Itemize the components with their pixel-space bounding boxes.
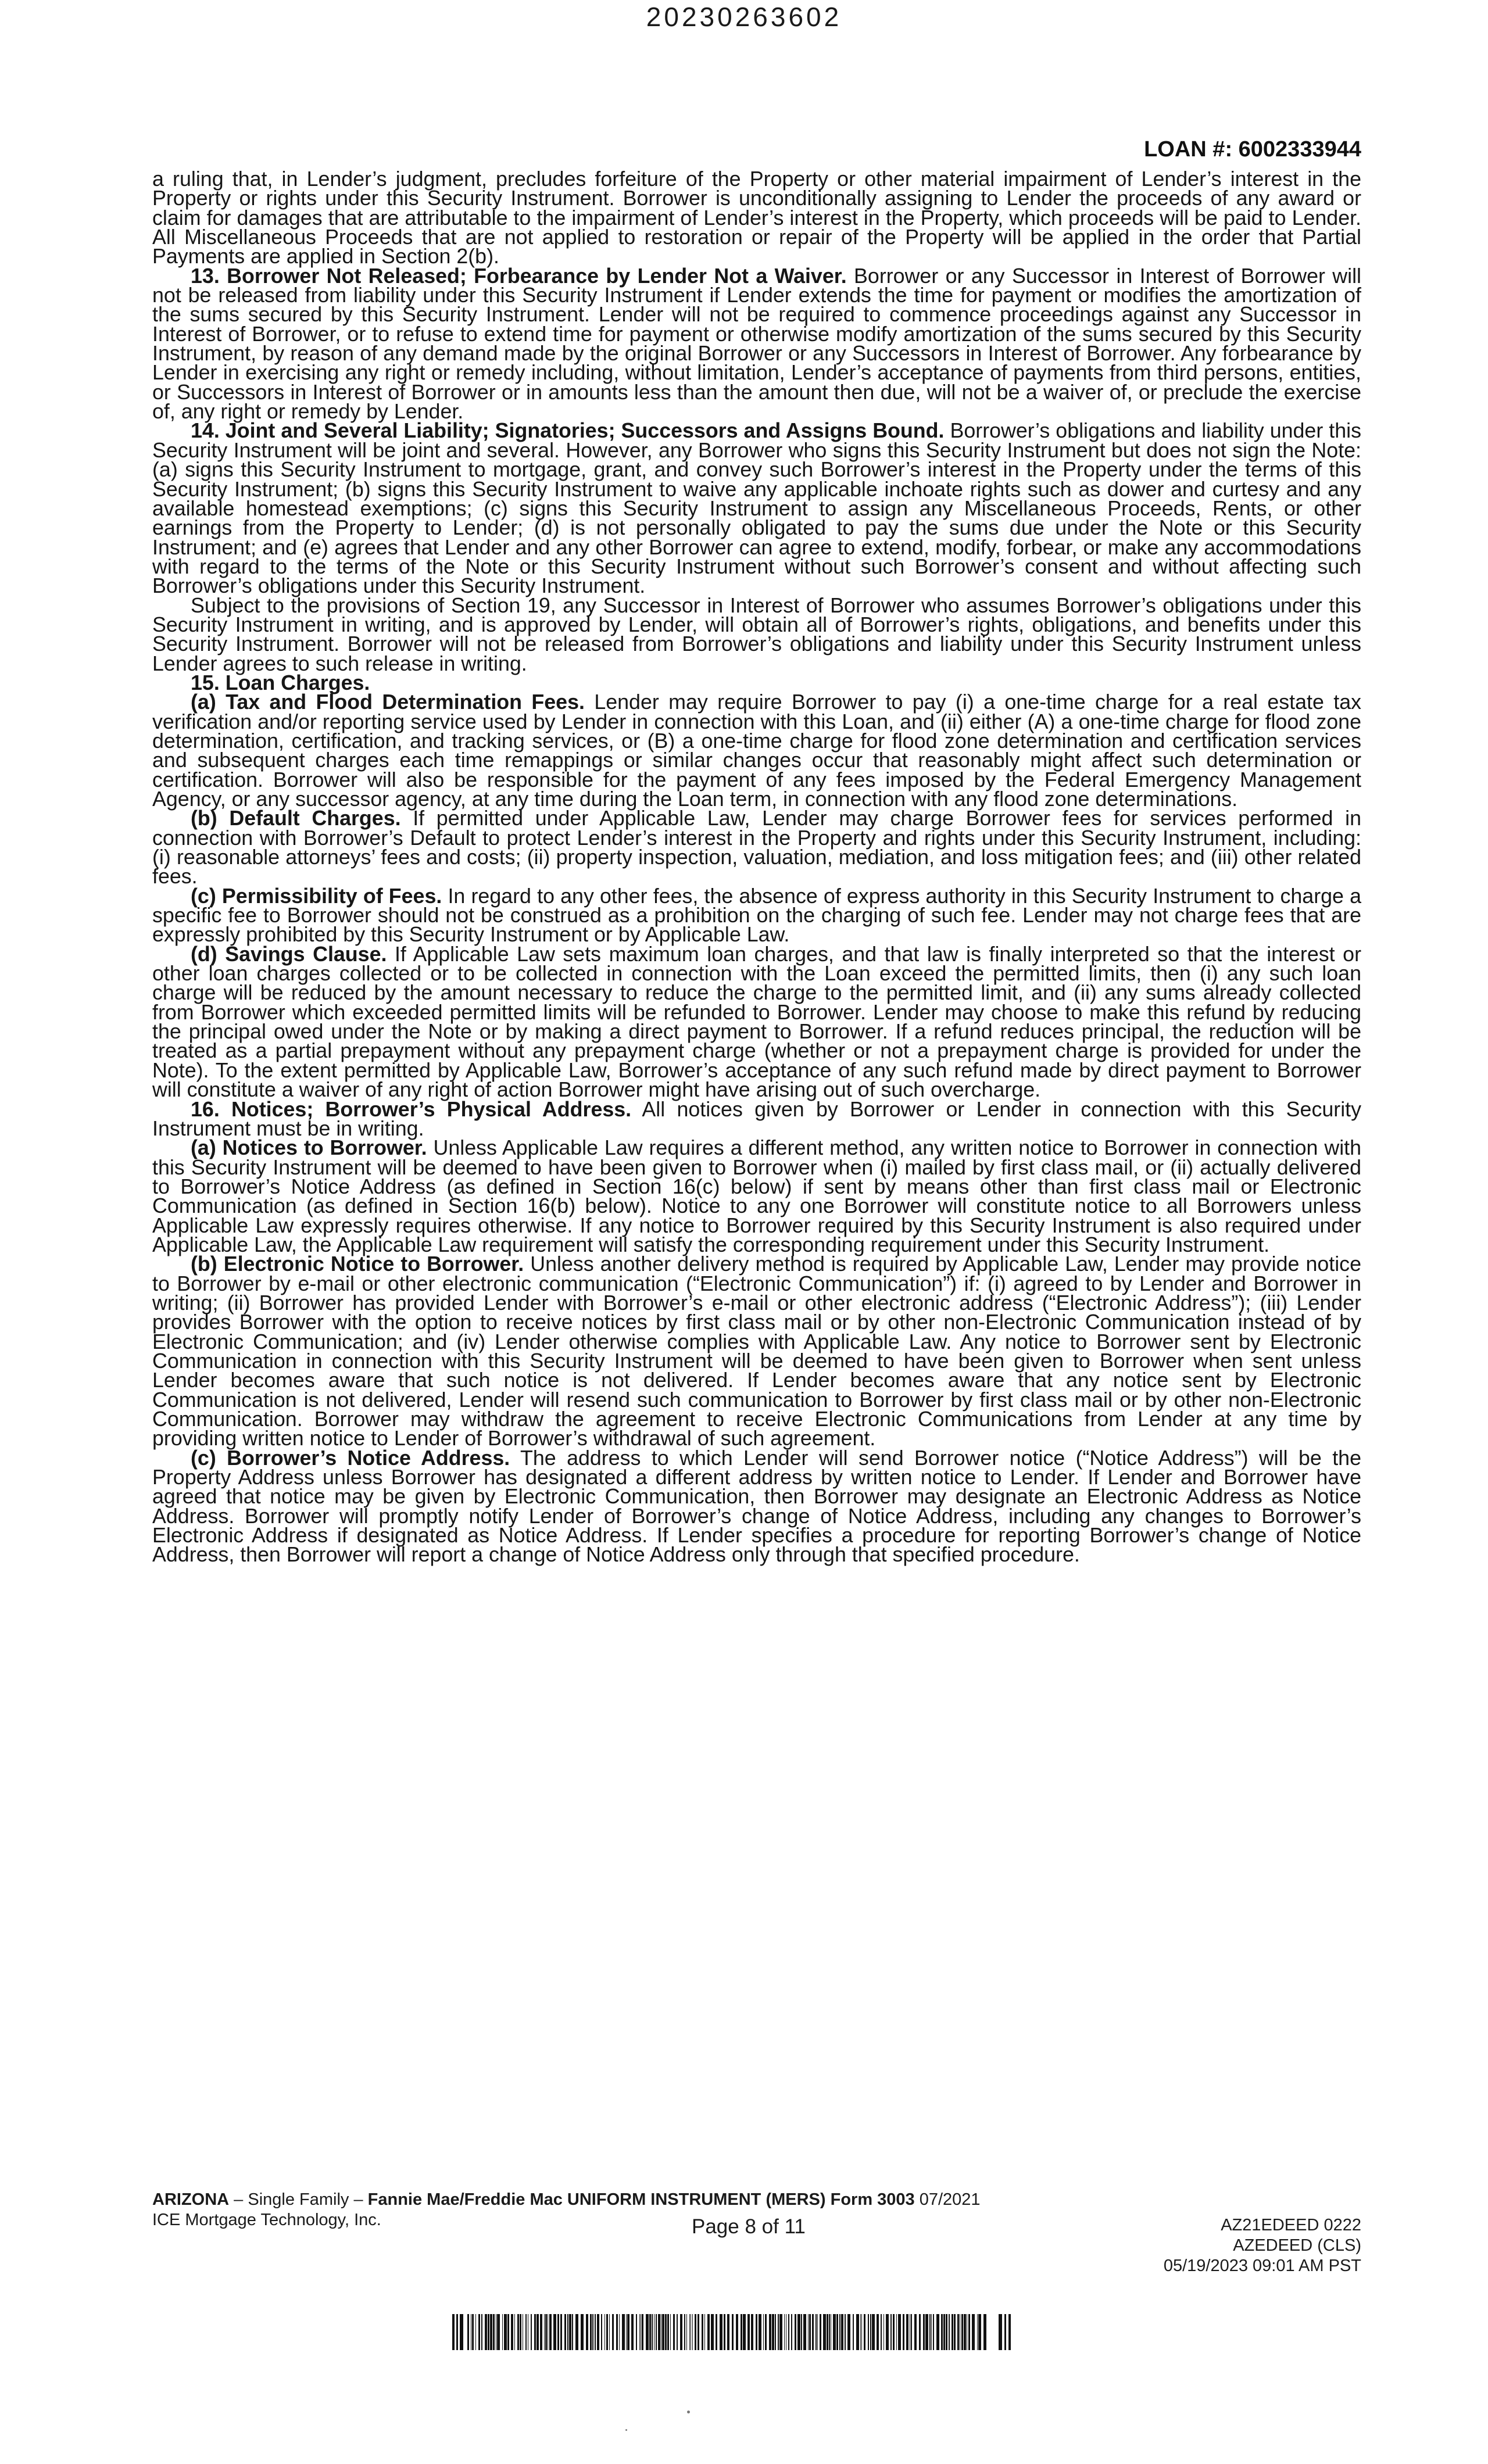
barcode-bar (803, 2314, 806, 2350)
barcode-bar (756, 2314, 757, 2350)
barcode-bar (860, 2314, 861, 2350)
barcode-bar (656, 2314, 657, 2350)
barcode-bar (801, 2314, 802, 2350)
barcode-bar (853, 2314, 854, 2350)
barcode-bar (911, 2314, 912, 2350)
barcode-bar (972, 2314, 975, 2350)
barcode-bar (872, 2314, 875, 2350)
barcode-bar (957, 2314, 959, 2350)
footer-codes (1164, 2215, 1361, 2276)
barcode-bar (460, 2314, 463, 2350)
barcode-bar (765, 2314, 767, 2350)
section-16 (152, 1097, 1361, 1140)
section-15c-body: In regard to any other fees, the absence of express authority in this Security Instrument to charge a specific fee to Borrower should not be construed as a prohibition on the charging of such fee. Lender may not charge fees that are expressly prohibited by this Security Instrument or by Applicable Law. (152, 884, 1361, 947)
barcode-bar (504, 2314, 507, 2350)
barcode-bar (545, 2314, 547, 2350)
barcode-bar (823, 2314, 826, 2350)
barcode-bar (540, 2314, 542, 2350)
barcode-bar (925, 2314, 928, 2350)
section-13-body: Borrower or any Successor in Interest of Borrower will not be released from liability under this Security Instrument if Lender extends the time for payment or modifies the amortization of the sums secured by this Security Instrument. Lender will not be required to commence proceedings against any Successor in Interest of Borrower, or to refuse to extend time for payment or otherwise modify amortization of the sums secured by this Security Instrument, by reason of any demand made by the original Borrower or any Successors in Interest of Borrower. Any forbearance by Lender in exercising any right or remedy including, without limitation, Lender’s acceptance of payments from third persons, entities, or Successors in Interest of Borrower or in amounts less than the amount then due, will not be a waiver of, or preclude the exercise of, any right or remedy by Lender. (152, 264, 1361, 424)
barcode-bar (890, 2314, 892, 2350)
barcode-bar (698, 2314, 699, 2350)
barcode-bar (964, 2314, 966, 2350)
barcode-bar (604, 2314, 605, 2350)
barcode-bar (886, 2314, 889, 2350)
section-15 (152, 671, 1361, 694)
barcode-bar (597, 2314, 599, 2350)
barcode-bar (727, 2314, 729, 2350)
barcode-bar (820, 2314, 821, 2350)
barcode-bar (741, 2314, 742, 2350)
barcode-bar (747, 2314, 750, 2350)
loan-number: LOAN #: 6002333944 (1144, 137, 1361, 162)
footer-form-date: 07/2021 (914, 2190, 981, 2209)
footer-timestamp: 05/19/2023 09:01 AM PST (1163, 2257, 1361, 2275)
barcode-bar (914, 2314, 917, 2350)
section-15c (152, 884, 1361, 947)
barcode-bar (472, 2314, 474, 2350)
barcode-bar (456, 2314, 458, 2350)
barcode-bar (743, 2314, 746, 2350)
barcode-bar (1004, 2314, 1006, 2350)
section-13-title: 13. Borrower Not Released; Forbearance by Lender Not a Waiver. (191, 264, 847, 288)
section-15b-title: (b) Default Charges. (191, 807, 401, 830)
barcode-bar (686, 2314, 687, 2350)
barcode-bar (478, 2314, 480, 2350)
barcode-bar (536, 2314, 539, 2350)
section-16c (152, 1446, 1361, 1567)
barcode-bar (497, 2314, 500, 2350)
barcode-bar (736, 2314, 738, 2350)
barcode-bar (553, 2314, 556, 2350)
barcode-bar (586, 2314, 588, 2350)
barcode-bar (864, 2314, 865, 2350)
barcode-bar (639, 2314, 640, 2350)
barcode-bar (903, 2314, 904, 2350)
barcode-bar (549, 2314, 552, 2350)
section-16a (152, 1138, 1361, 1255)
barcode-bar (569, 2314, 571, 2350)
barcode-bar (919, 2314, 921, 2350)
barcode-bar (627, 2314, 629, 2350)
barcode-bar (815, 2314, 817, 2350)
barcode-bar (692, 2314, 693, 2350)
barcode-bar (788, 2314, 789, 2350)
footer-form-desc-1: – Single Family – (229, 2190, 368, 2209)
barcode-bar (592, 2314, 593, 2350)
barcode-bar (652, 2314, 653, 2350)
section-15-title: 15. Loan Charges. (191, 671, 370, 694)
barcode-bar (488, 2314, 489, 2350)
barcode-bar (680, 2314, 682, 2350)
barcode-bar (797, 2314, 800, 2350)
barcode-bar (812, 2314, 814, 2350)
barcode-bar (931, 2314, 932, 2350)
barcode-bar (684, 2314, 685, 2350)
barcode-bar (856, 2314, 859, 2350)
section-16c-body: The address to which Lender will send Borrower notice (“Notice Address”) will be the Property Address unless Borrower has designated a different address by written notice to Lender. If Lender and Borrower have agreed that notice may be given by Electronic Communication, then Borrower may designate an Electronic Address as Notice Address. Borrower will promptly notify Lender of Borrower’s change of Notice Address, including any changes to Borrower’s Electronic Address if designated as Notice Address. If Lender specifies a procedure for reporting Borrower’s change of Notice Address, then Borrower will report a change of Notice Address only through that specified procedure. (152, 1446, 1361, 1567)
barcode-bar (490, 2314, 492, 2350)
recording-number: 20230263602 (646, 2, 842, 32)
barcode-bar (525, 2314, 527, 2350)
barcode-bar (808, 2314, 809, 2350)
section-15d (152, 942, 1361, 1102)
barcode-bar (590, 2314, 592, 2350)
barcode-bar (775, 2314, 776, 2350)
scan-speck (625, 2429, 627, 2431)
barcode-bar (662, 2314, 664, 2350)
section-15b (152, 807, 1361, 889)
barcode-bar (670, 2314, 671, 2350)
barcode-bar (881, 2314, 882, 2350)
barcode-bar (839, 2314, 840, 2350)
barcode-bar (877, 2314, 879, 2350)
barcode-bar (999, 2314, 1002, 2350)
barcode-bar (933, 2314, 934, 2350)
section-14 (152, 421, 1361, 596)
barcode-bar (1008, 2314, 1011, 2350)
barcode-bar (665, 2314, 667, 2350)
section-14-body: Borrower’s obligations and liability under this Security Instrument will be joint and several. However, any Borrower who signs this Security Instrument but does not sign the Note: (a) signs this Security Instrument to mortgage, grant, and convey such Borrower’s interest in the Property under the terms of this Security Instrument; (b) signs this Security Instrument to waive any applicable inchoate rights such as dower and curtesy and any available homestead exemptions; (c) signs this Security Instrument to assign any Miscellaneous Proceeds, Rents, or other earnings from the Property to Lender; (d) is not personally obligated to pay the sums due under the Note or this Security Instrument; and (e) agrees that Lender and any other Borrower can agree to extend, modify, forbear, or make any accommodations with regard to the terms of the Note or this Security Instrument without such Borrower’s consent and without affecting such Borrower’s obligations under this Security Instrument. (152, 419, 1361, 598)
footer-code-1: AZ21EDEED 0222 (1221, 2216, 1361, 2234)
barcode-bar (581, 2314, 584, 2350)
barcode-bar (520, 2314, 521, 2350)
barcode-bar (557, 2314, 559, 2350)
barcode-bar (544, 2314, 545, 2350)
barcode-bar (946, 2314, 947, 2350)
barcode-bar (724, 2314, 725, 2350)
barcode-bar (695, 2314, 696, 2350)
section-15c-title: (c) Permissibility of Fees. (191, 884, 442, 908)
barcode-bar (467, 2314, 469, 2350)
barcode-bar (906, 2314, 908, 2350)
barcode-bar (649, 2314, 651, 2350)
barcode-bar (720, 2314, 722, 2350)
section-15d-body: If Applicable Law sets maximum loan charges, and that law is finally interpreted so that the interest or other loan charges collected or to be collected in connection with the Loan exceed the permitted limits, then (i) any such loan charge will be reduced by the amount necessary to reduce the charge to the permitted limit, and (ii) any sums already collected from Borrower which exceeded permitted limits will be refunded to Borrower. Lender may choose to make this refund by reducing the principal owed under the Note or by making a direct payment to Borrower. If a refund reduces principal, the reduction will be treated as a partial prepayment without any prepayment charge (whether or not a prepayment charge is provided for under the Note). To the extent permitted by Applicable Law, Borrower’s acceptance of any such refund made by direct payment to Borrower will constitute a waiver of any right of action Borrower might have arising out of such overcharge. (152, 942, 1361, 1102)
barcode-bar (707, 2314, 710, 2350)
barcode-bar (493, 2314, 495, 2350)
footer-form-line (152, 2190, 981, 2210)
barcode-bar (961, 2314, 963, 2350)
barcode-bar (977, 2314, 978, 2350)
barcode-bar (626, 2314, 627, 2350)
barcode-bar (836, 2314, 838, 2350)
barcode-bar (601, 2314, 602, 2350)
section-15a-body: Lender may require Borrower to pay (i) a one-time charge for a real estate tax verification and/or reporting service used by Lender in connection with this Loan, and (ii) either (A) a one-time charge for flood zone determination, certification, and tracking services, or (B) a one-time charge for flood zone determination and certification services and subsequent charges each time remappings or similar changes occur that reasonably might affect such determination or certification. Borrower will also be responsible for the payment of any fees imposed by the Federal Emergency Management Agency, or any successor agency, at any time during the Loan term, in connection with any flood zone determinations. (152, 690, 1361, 811)
barcode-bar (531, 2314, 532, 2350)
barcode-bar (763, 2314, 764, 2350)
barcode-bar (507, 2314, 509, 2350)
paragraph-continuation: a ruling that, in Lender’s judgment, precludes forfeiture of the Property or other material impairment of Lender’s interest in the Property or rights under this Security Instrument. Borrower is unconditionally assigning to Lender the proceeds of any award or claim for damages that are attributable to the impairment of Lender’s interest in the Property, which proceeds will be paid to Lender. All Miscellaneous Proceeds that are not applied to restoration or repair of the Property will be applied in the order that Partial Payments are applied in Section 2(b). (152, 167, 1361, 268)
barcode-bar (673, 2314, 675, 2350)
barcode-bar (534, 2314, 536, 2350)
barcode-bar (517, 2314, 519, 2350)
barcode-bar (791, 2314, 792, 2350)
barcode-bar (636, 2314, 637, 2350)
barcode-bar (612, 2314, 614, 2350)
barcode-bar (485, 2314, 487, 2350)
footer-vendor: ICE Mortgage Technology, Inc. (152, 2211, 381, 2229)
barcode-bar (567, 2314, 568, 2350)
barcode-bar (667, 2314, 669, 2350)
barcode-bar (751, 2314, 753, 2350)
section-16-body: All notices given by Borrower or Lender in connection with this Security Instrument must be in writing. (152, 1097, 1361, 1140)
section-14-paragraph-2: Subject to the provisions of Section 19, any Successor in Interest of Borrower who assumes Borrower’s obligations under this Security Instrument in writing, and is approved by Lender, will obtain all of Borrower’s rights, obligations, and benefits under this Security Instrument. Borrower will not be released from Borrower’s obligations and liability under this Security Instrument unless Lender agrees to such release in writing. (152, 593, 1361, 675)
barcode-bar (861, 2314, 862, 2350)
barcode-bar (711, 2314, 714, 2350)
section-16c-title: (c) Borrower’s Notice Address. (191, 1446, 510, 1470)
barcode-bar (481, 2314, 482, 2350)
barcode-bar (923, 2314, 925, 2350)
barcode-bar (572, 2314, 573, 2350)
barcode-bar (772, 2314, 774, 2350)
barcode-bar (898, 2314, 901, 2350)
section-16a-body: Unless Applicable Law requires a different method, any written notice to Borrower in connection with this Security Instrument will be deemed to have been given to Borrower when (i) mailed by first class mail, or (ii) actually delivered to Borrower’s Notice Address (as defined in Section 16(c) below) if sent by means other than first class mail or Electronic Communication (as defined in Section 16(b) below). Notice to any one Borrower will constitute notice to all Borrowers unless Applicable Law expressly requires otherwise. If any notice to Borrower required by this Security Instrument is also required under Applicable Law, the Applicable Law requirement will satisfy the corresponding requirement under this Security Instrument. (152, 1136, 1361, 1256)
document-body (152, 167, 1361, 1567)
barcode-bar (616, 2314, 618, 2350)
barcode-bar (646, 2314, 649, 2350)
barcode-bar (606, 2314, 608, 2350)
section-13 (152, 264, 1361, 424)
section-16b (152, 1252, 1361, 1451)
section-15a-title: (a) Tax and Flood Determination Fees. (191, 690, 585, 714)
section-16a-title: (a) Notices to Borrower. (191, 1136, 427, 1160)
section-16b-body: Unless another delivery method is required by Applicable Law, Lender may provide notice to Borrower by e-mail or other electronic communication (“Electronic Communication”) if: (i) agreed to by Lender and Borrower in writing; (ii) Borrower has provided Lender with Borrower’s e-mail or other electronic address (“Electronic Address”); (iii) Lender provides Borrower with the option to receive notices by first class mail or by other non-Electronic Communication instead of by Electronic Communication; and (iv) Lender otherwise complies with Applicable Law. Any notice to Borrower sent by Electronic Communication in connection with this Security Instrument will be deemed to have been given to Borrower when sent unless Lender becomes aware that such notice is not delivered. If Lender becomes aware that any notice sent by Electronic Communication is not delivered, Lender will resend such communication to Borrower by first class mail or by other non-Electronic Communication. Borrower may withdraw the agreement to receive Electronic Communications from Lender at any time by providing written notice to Lender of Borrower’s withdrawal of such agreement. (152, 1252, 1361, 1451)
barcode-bar (619, 2314, 620, 2350)
barcode-bar (978, 2314, 981, 2350)
section-14-title: 14. Joint and Several Liability; Signatories; Successors and Assigns Bound. (191, 419, 945, 443)
barcode-bar (514, 2314, 515, 2350)
section-15b-body: If permitted under Applicable Law, Lender may charge Borrower fees for services performed in connection with Borrower’s Default to protect Lender’s interest in the Property and rights under this Security Instrument, including: (i) reasonable attorneys’ fees and costs; (ii) property inspection, valuation, mediation, and loss mitigation fees; and (iii) other related fees. (152, 807, 1361, 889)
barcode-bar (452, 2314, 455, 2350)
barcode-bar (941, 2314, 943, 2350)
barcode-bar (829, 2314, 830, 2350)
barcode-bar (983, 2314, 986, 2350)
barcode-bar (631, 2314, 634, 2350)
footer-state: ARIZONA (152, 2190, 230, 2209)
barcode-bar (929, 2314, 931, 2350)
barcode-bar (954, 2314, 956, 2350)
barcode-bar (845, 2314, 846, 2350)
barcode-bar (809, 2314, 811, 2350)
barcode-bar (732, 2314, 734, 2350)
barcode-bar (827, 2314, 828, 2350)
barcode-bar (893, 2314, 895, 2350)
barcode-bar (564, 2314, 566, 2350)
barcode-bar (689, 2314, 690, 2350)
barcode-bar (622, 2314, 625, 2350)
barcode-bar (784, 2314, 785, 2350)
barcode-bar (759, 2314, 761, 2350)
barcode-bar (847, 2314, 850, 2350)
barcode-bar (560, 2314, 562, 2350)
barcode-bar (870, 2314, 871, 2350)
barcode-bar (475, 2314, 476, 2350)
page-number: Page 8 of 11 (692, 2215, 806, 2238)
barcode-bar (502, 2314, 503, 2350)
barcode-image (452, 2314, 1011, 2350)
barcode-bar (658, 2314, 660, 2350)
barcode-bar (936, 2314, 939, 2350)
barcode-bar (896, 2314, 897, 2350)
barcode-bar (943, 2314, 945, 2350)
barcode-bar (511, 2314, 513, 2350)
section-15d-title: (d) Savings Clause. (191, 942, 387, 966)
barcode-bar (968, 2314, 970, 2350)
barcode-bar (677, 2314, 678, 2350)
barcode-bar (778, 2314, 779, 2350)
barcode-bar (952, 2314, 953, 2350)
barcode-bar (841, 2314, 843, 2350)
barcode-bar (704, 2314, 705, 2350)
barcode-bar (769, 2314, 771, 2350)
scan-speck (687, 2411, 690, 2413)
barcode-bar (642, 2314, 643, 2350)
footer-code-2: AZEDEED (CLS) (1233, 2236, 1361, 2255)
barcode-bar (609, 2314, 610, 2350)
barcode-bar (575, 2314, 578, 2350)
barcode-bar (795, 2314, 796, 2350)
footer-form-desc-2: Fannie Mae/Freddie Mac UNIFORM INSTRUMENT (MERS) Form 3003 (367, 2190, 915, 2209)
barcode-bar (949, 2314, 950, 2350)
barcode-bar (833, 2314, 836, 2350)
barcode-bar (716, 2314, 717, 2350)
section-15a (152, 690, 1361, 811)
barcode-bar (868, 2314, 869, 2350)
barcode-bar (779, 2314, 782, 2350)
section-16b-title: (b) Electronic Notice to Borrower. (191, 1252, 524, 1276)
section-16-title: 16. Notices; Borrower’s Physical Address. (191, 1097, 632, 1121)
barcode-bar (817, 2314, 818, 2350)
footer-form-info (152, 2190, 981, 2230)
barcode-bar (595, 2314, 596, 2350)
barcode-bar (702, 2314, 703, 2350)
